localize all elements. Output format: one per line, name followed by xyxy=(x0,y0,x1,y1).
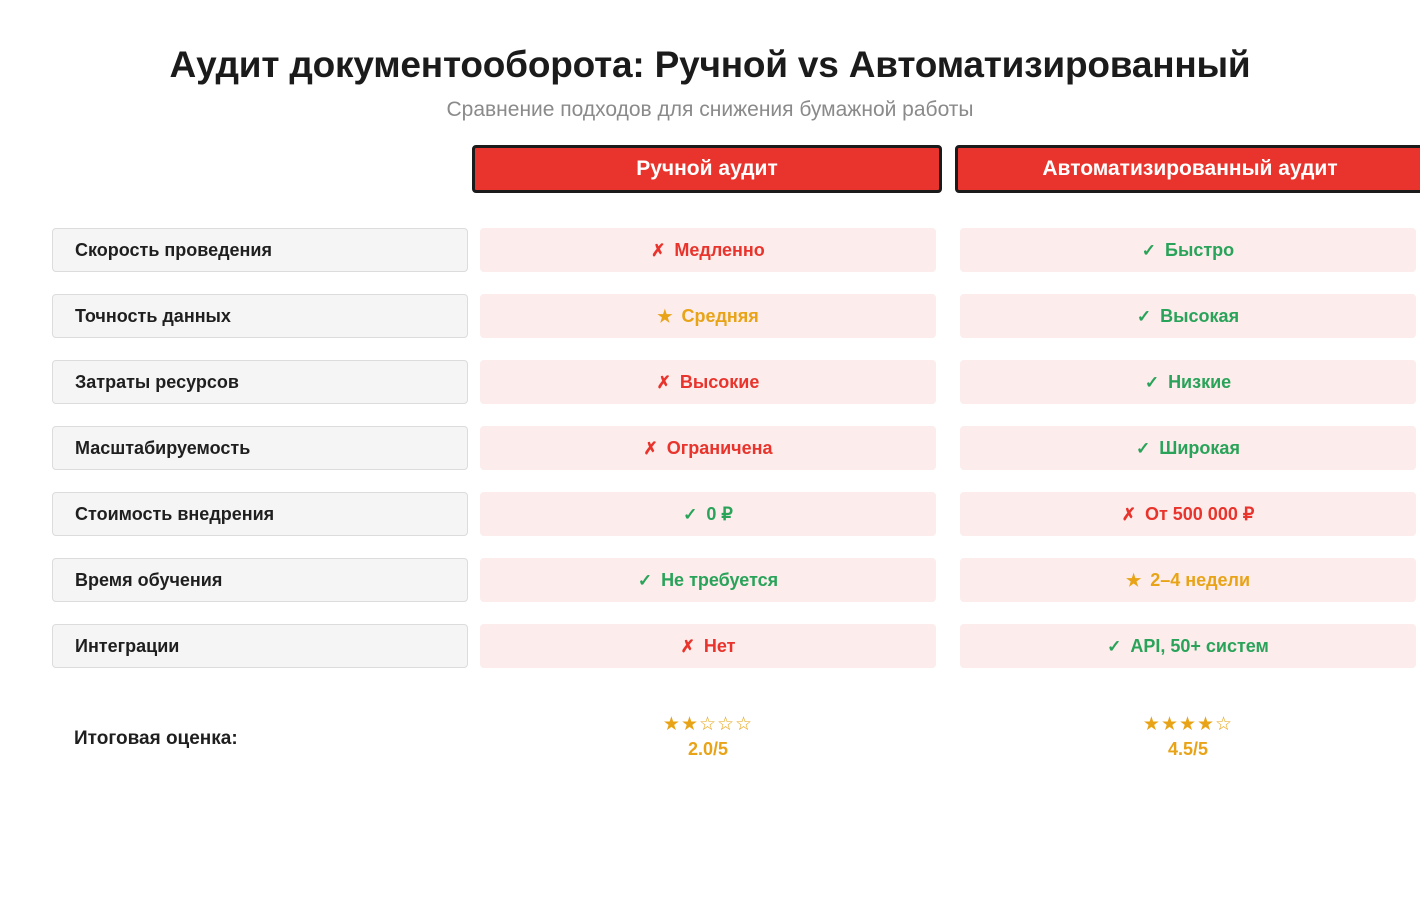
status-cross-icon: ✗ xyxy=(651,240,666,260)
table-row xyxy=(0,426,1420,470)
feature-label: Время обучения xyxy=(52,558,468,602)
status-check-icon: ✓ xyxy=(1144,372,1160,392)
value-cell-automated xyxy=(960,492,1416,536)
final-rating-automated xyxy=(960,714,1416,760)
value-cell-manual xyxy=(480,426,936,470)
value-text: 0 ₽ xyxy=(706,503,733,524)
value-cell-automated xyxy=(960,294,1416,338)
status-cross-icon: ✗ xyxy=(656,372,671,392)
value-text: Широкая xyxy=(1159,437,1240,458)
value-cell-automated xyxy=(960,360,1416,404)
score-value: 4.5/5 xyxy=(1167,739,1209,759)
table-row xyxy=(0,228,1420,272)
value-cell-automated xyxy=(960,624,1416,668)
status-cross-icon: ✗ xyxy=(1121,504,1136,524)
value-cell-automated xyxy=(960,228,1416,272)
final-rating-manual xyxy=(480,714,936,760)
value-cell-automated xyxy=(960,426,1416,470)
feature-label: Скорость проведения xyxy=(52,228,468,272)
value-text: Нет xyxy=(703,635,736,656)
value-text: Высокая xyxy=(1160,305,1240,326)
value-text: API, 50+ систем xyxy=(1130,635,1269,656)
feature-label: Точность данных xyxy=(52,294,468,338)
value-text: Низкие xyxy=(1168,371,1232,392)
status-cross-icon: ✗ xyxy=(643,438,658,458)
table-row xyxy=(0,294,1420,338)
score-value: 2.0/5 xyxy=(687,739,729,759)
feature-label: Стоимость внедрения xyxy=(52,492,468,536)
status-check-icon: ✓ xyxy=(1141,240,1157,260)
feature-label: Затраты ресурсов xyxy=(52,360,468,404)
value-text: Ограничена xyxy=(666,437,773,458)
status-check-icon: ✓ xyxy=(1107,636,1122,656)
value-cell-manual xyxy=(480,558,936,602)
feature-label: Масштабируемость xyxy=(52,426,468,470)
status-check-icon: ✓ xyxy=(637,570,653,590)
value-text: Медленно xyxy=(674,239,765,260)
value-text: Высокие xyxy=(679,371,760,392)
feature-label: Интеграции xyxy=(52,624,468,668)
value-cell-manual xyxy=(480,360,936,404)
value-text: 2–4 недели xyxy=(1150,569,1251,590)
value-cell-manual xyxy=(480,228,936,272)
table-row xyxy=(0,492,1420,536)
star-rating-icon: ★★★★☆ xyxy=(1142,714,1234,735)
column-header-manual: Ручной аудит xyxy=(472,145,942,193)
value-text: Быстро xyxy=(1165,239,1235,260)
table-row xyxy=(0,360,1420,404)
value-text: От 500 000 ₽ xyxy=(1144,503,1255,524)
value-cell-manual xyxy=(480,294,936,338)
status-star-icon: ★ xyxy=(1125,570,1142,590)
status-check-icon: ✓ xyxy=(683,504,698,524)
value-cell-manual xyxy=(480,492,936,536)
status-star-icon: ★ xyxy=(657,306,673,326)
final-score-label: Итоговая оценка: xyxy=(74,728,238,749)
status-cross-icon: ✗ xyxy=(680,636,695,656)
value-cell-manual xyxy=(480,624,936,668)
status-check-icon: ✓ xyxy=(1136,438,1151,458)
star-rating-icon: ★★☆☆☆ xyxy=(662,714,754,735)
column-header-automated: Автоматизированный аудит xyxy=(955,145,1420,193)
status-check-icon: ✓ xyxy=(1136,306,1152,326)
value-cell-automated xyxy=(960,558,1416,602)
value-text: Не требуется xyxy=(661,569,779,590)
table-row xyxy=(0,558,1420,602)
page-title: Аудит документооборота: Ручной vs Автоматизированный xyxy=(169,44,1251,85)
value-text: Средняя xyxy=(681,305,759,326)
page-subtitle: Сравнение подходов для снижения бумажной работы xyxy=(446,98,974,121)
table-row xyxy=(0,624,1420,668)
